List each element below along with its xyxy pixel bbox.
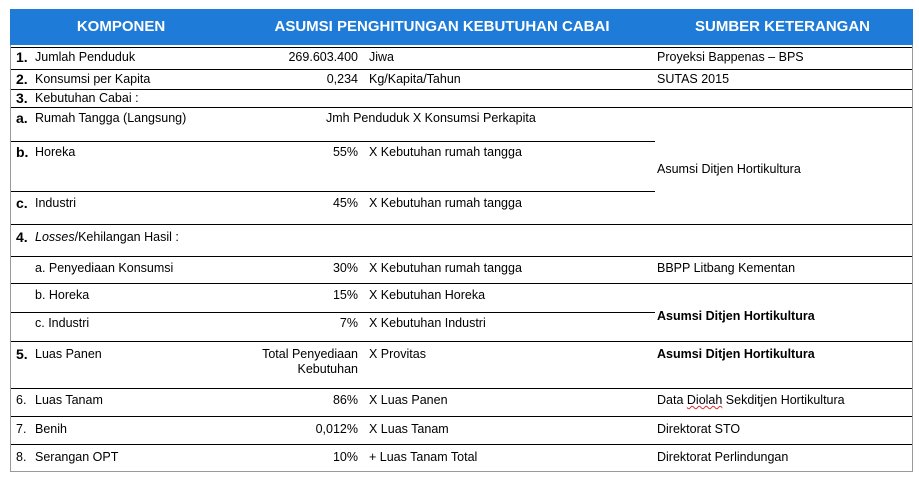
row-value: 55% <box>332 145 358 159</box>
row-source: SUTAS 2015 <box>657 72 730 86</box>
row-line <box>10 256 913 257</box>
row-label-luas-tanam: Luas Tanam <box>35 393 103 407</box>
row-number: 1. <box>16 49 28 65</box>
row-line <box>10 283 913 284</box>
row-source: Direktorat Perlindungan <box>657 450 789 464</box>
losses-rest: /Kehilangan Hasil : <box>74 230 179 244</box>
row-description: X Luas Tanam <box>369 422 449 436</box>
table-header <box>10 9 913 45</box>
row-number: a. <box>16 110 28 126</box>
table-bottom-line <box>10 471 913 472</box>
row-label-rumah-tangga: Rumah Tangga (Langsung) <box>35 111 187 125</box>
source-text: Data <box>657 393 687 407</box>
row-value: 45% <box>332 196 358 210</box>
header-sumber: SUMBER KETERANGAN <box>694 18 870 35</box>
row-number: 2. <box>16 71 28 87</box>
row-value: 0,012% <box>315 422 358 436</box>
row-label-serangan-opt: Serangan OPT <box>35 450 119 464</box>
row-label-industri: Industri <box>35 196 76 210</box>
row-source: Asumsi Ditjen Hortikultura <box>657 347 815 361</box>
row-value: 0,234 <box>326 72 358 86</box>
row-description: X Kebutuhan Horeka <box>369 288 486 302</box>
row-line <box>10 224 913 225</box>
row-label-losses <box>35 230 179 245</box>
row-value: 10% <box>332 450 358 464</box>
row-number: b. <box>16 144 29 160</box>
row-label-benih: Benih <box>35 422 67 436</box>
row-description: Jiwa <box>369 50 395 64</box>
row-source: BBPP Litbang Kementan <box>657 261 796 275</box>
row-label-losses-horeka: b. Horeka <box>35 288 90 302</box>
row-line <box>10 416 913 417</box>
row-source <box>657 393 845 408</box>
row-label-horeka: Horeka <box>35 145 76 159</box>
row-number: 5. <box>16 346 28 362</box>
row-value: 86% <box>332 393 358 407</box>
row-source: Direktorat STO <box>657 422 741 436</box>
row-line <box>10 444 913 445</box>
row-description: X Luas Panen <box>369 393 448 407</box>
row-value: 30% <box>332 261 358 275</box>
losses-italic: Losses <box>35 230 75 244</box>
row-label-kebutuhan-cabai: Kebutuhan Cabai : <box>35 91 139 105</box>
row-description: X Kebutuhan Industri <box>369 316 486 330</box>
row-value-line2: Kebutuhan <box>297 362 358 376</box>
table-right-border <box>912 45 913 472</box>
row-label-penyediaan-konsumsi: a. Penyediaan Konsumsi <box>35 261 174 275</box>
spellcheck-word: Diolah <box>686 393 723 407</box>
row-line <box>10 89 913 90</box>
row-description: X Kebutuhan rumah tangga <box>369 196 522 210</box>
row-line <box>10 47 913 48</box>
row-line <box>10 107 913 108</box>
row-description: + Luas Tanam Total <box>369 450 478 464</box>
row-number: 7. <box>16 422 27 436</box>
row-label-konsumsi: Konsumsi per Kapita <box>35 72 151 86</box>
row-source: Asumsi Ditjen Hortikultura <box>657 162 801 176</box>
row-label-losses-industri: c. Industri <box>35 316 90 330</box>
row-description: Jmh Penduduk X Konsumsi Perkapita <box>326 111 536 125</box>
row-source: Proyeksi Bappenas – BPS <box>657 50 804 64</box>
row-line <box>10 388 913 389</box>
row-number: 8. <box>16 450 27 464</box>
row-source: Asumsi Ditjen Hortikultura <box>657 309 815 323</box>
header-asumsi: ASUMSI PENGHITUNGAN KEBUTUHAN CABAI <box>274 18 610 35</box>
row-line <box>10 69 913 70</box>
row-line <box>10 312 655 313</box>
row-value: 7% <box>339 316 358 330</box>
row-value: 269.603.400 <box>288 50 358 64</box>
row-line <box>10 191 655 192</box>
row-value: 15% <box>332 288 358 302</box>
row-line <box>10 341 913 342</box>
row-line <box>10 141 655 142</box>
table-left-border <box>10 45 11 472</box>
row-number: c. <box>16 195 28 211</box>
row-description: X Provitas <box>369 347 426 361</box>
source-text: Sekditjen Hortikultura <box>722 393 845 407</box>
row-number: 4. <box>16 229 28 245</box>
row-label-jumlah-penduduk: Jumlah Penduduk <box>35 50 136 64</box>
row-value-line1: Total Penyediaan <box>262 347 358 361</box>
row-description: X Kebutuhan rumah tangga <box>369 261 522 275</box>
row-number: 6. <box>16 393 27 407</box>
row-description: Kg/Kapita/Tahun <box>369 72 461 86</box>
row-number: 3. <box>16 90 28 106</box>
row-label-luas-panen: Luas Panen <box>35 347 102 361</box>
row-description: X Kebutuhan rumah tangga <box>369 145 522 159</box>
header-komponen: KOMPONEN <box>76 18 166 35</box>
